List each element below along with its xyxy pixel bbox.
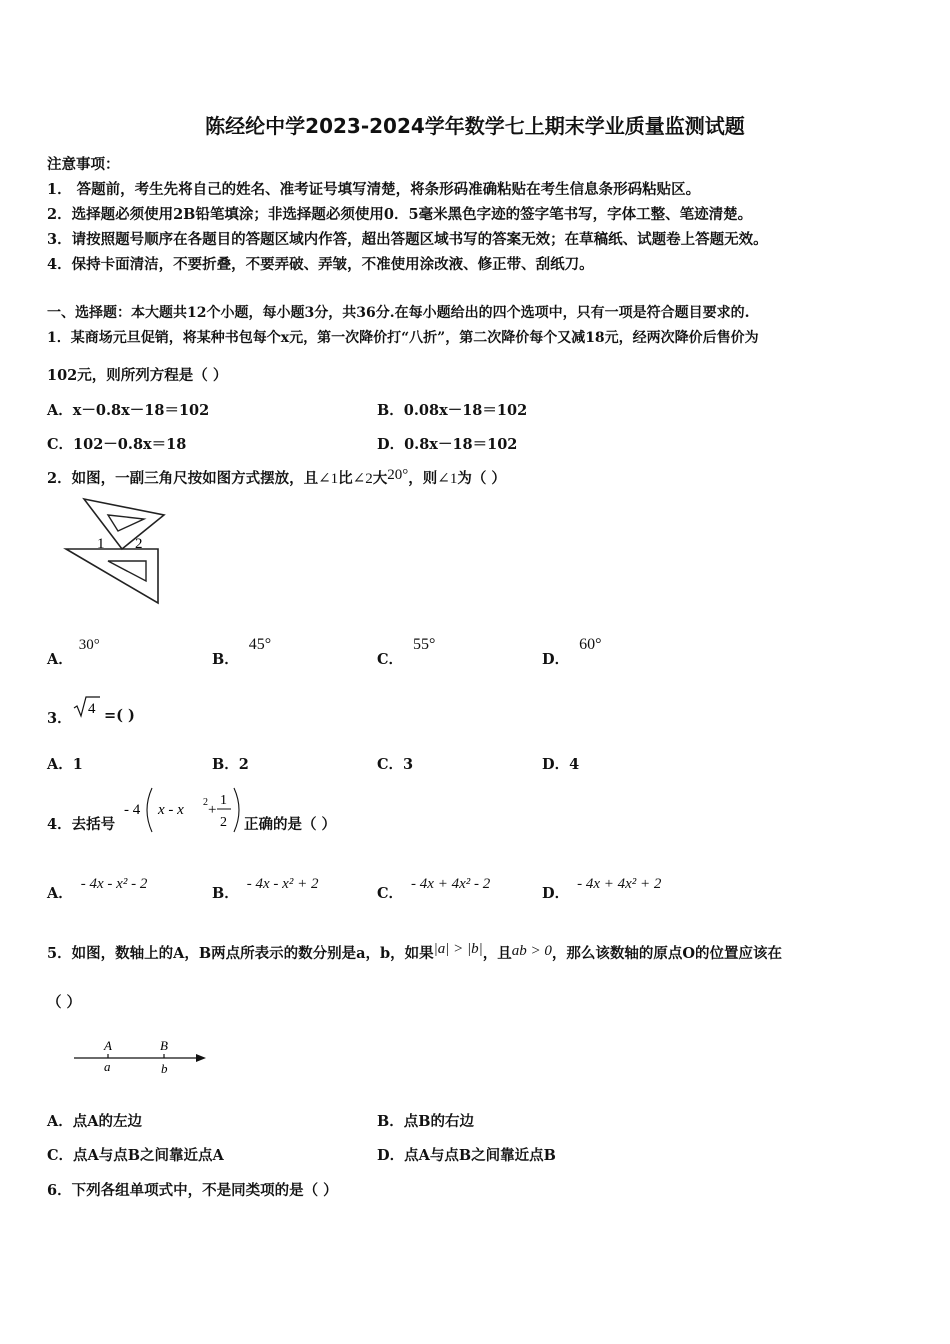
lower-triangle-inner (108, 561, 146, 581)
question-2-stem (47, 467, 506, 488)
sqrt-symbol (72, 694, 102, 720)
question-2-option-d (542, 633, 602, 668)
axis-arrow (196, 1054, 206, 1062)
notice-item-4: 4．保持卡面清洁，不要折叠，不要弄破、弄皱，不准使用涂改液、修正带、刮纸刀。 (47, 256, 594, 273)
question-1-line-1: 1．某商场元旦促销，将某种书包每个x元，第一次降价打“八折”，第二次降价每个又减18元，经两次降价后售价为 (47, 330, 759, 346)
question-5-option-d: D．点A与点B之间靠近点B (377, 1147, 556, 1164)
question-5-option-b: B．点B的右边 (377, 1113, 475, 1130)
question-2-option-b (212, 633, 272, 668)
fraction-denominator: 2 (220, 815, 227, 830)
option-letter: D． (542, 651, 570, 668)
angle-1-symbol-2: ∠1 (437, 471, 458, 487)
question-1-option-d: D．0.8x－18＝102 (377, 436, 518, 453)
angle-label-1: 1 (97, 536, 105, 552)
point-label-B: B (160, 1038, 168, 1053)
question-3-option-c: C．3 (377, 756, 414, 773)
right-paren (234, 788, 239, 832)
question-5-prefix: 5．如图，数轴上的A，B两点所表示的数分别是a，b，如果 (47, 945, 434, 962)
question-3-option-d: D．4 (542, 756, 580, 773)
question-2-suffix: 为（ ） (457, 470, 506, 487)
question-4-option-c: C．- 4x + 4x² - 2 (377, 876, 491, 902)
angle-2-symbol: ∠2 (352, 471, 373, 487)
upper-triangle-inner (108, 515, 144, 531)
question-1-line-2: 102元，则所列方程是（ ） (47, 367, 228, 384)
question-3-suffix: =( ) (104, 707, 135, 724)
option-letter: A． (47, 651, 73, 668)
question-1-option-b: B．0.08x－18＝102 (377, 402, 528, 419)
question-1-option-c: C．102－0.8x＝18 (47, 436, 187, 453)
question-5-stem (47, 941, 782, 963)
question-5-suffix: ，那么该数轴的原点O的位置应该在 (551, 945, 783, 962)
question-2-prefix: 2．如图，一副三角尺按如图方式摆放，且 (47, 470, 319, 487)
question-3-option-b: B．2 (212, 756, 249, 773)
notice-item-2: 2．选择题必须使用2B铅笔填涂；非选择题必须使用0．5毫米黑色字迹的签字笔书写，字体工整、笔迹清楚。 (47, 206, 753, 223)
question-5-option-a: A．点A的左边 (47, 1113, 143, 1130)
question-2-option-c (377, 633, 436, 668)
fraction-numerator: 1 (220, 793, 227, 808)
question-5-mid: ，且 (482, 945, 512, 962)
upper-triangle-ruler (84, 499, 164, 549)
lower-triangle-ruler (66, 549, 158, 603)
question-2-option-a (47, 633, 100, 668)
expr-coefficient: - 4 (124, 802, 141, 818)
notice-heading: 注意事项： (47, 156, 120, 173)
expr-plus: + (208, 802, 217, 818)
notice-item-3: 3．请按照题号顺序在各题目的答题区域内作答，超出答题区域书写的答案无效；在草稿纸、试题卷上答题无效。 (47, 231, 768, 248)
section-heading: 一、选择题：本大题共12个小题，每小题3分，共36分.在每小题给出的四个选项中，只有一项是符合题目要求的. (47, 305, 750, 321)
question-6-stem: 6．下列各组单项式中，不是同类项的是（ ） (47, 1182, 338, 1199)
option-value: 60° (579, 636, 602, 653)
sqrt-radicand: 4 (88, 701, 96, 717)
left-paren (147, 788, 152, 832)
question-3-option-a: A．1 (47, 756, 83, 773)
question-4-suffix: 正确的是（ ） (244, 816, 337, 833)
product-condition: ab > 0 (511, 943, 552, 959)
option-value: 55° (413, 636, 436, 653)
option-letter: B． (212, 651, 239, 668)
notice-item-1: 1． 答题前，考生先将自己的姓名、准考证号填写清楚，将条形码准确粘贴在考生信息条形码粘贴区。 (47, 181, 701, 198)
angle-label-2: 2 (135, 536, 143, 552)
triangle-rulers-figure (60, 495, 170, 610)
question-5-line-2: （ ） (47, 994, 82, 1011)
option-letter: C． (377, 651, 404, 668)
value-label-a: a (104, 1059, 111, 1074)
option-value: 30° (78, 637, 100, 653)
bracket-expression (120, 784, 244, 836)
question-2-mid1: 比 (338, 470, 353, 487)
expr-exponent: 2 (203, 797, 208, 808)
question-4-option-d: D．- 4x + 4x² + 2 (542, 876, 662, 902)
question-2-mid3: ，则 (408, 470, 438, 487)
question-2-mid2: 大 (372, 470, 388, 487)
question-5-option-c: C．点A与点B之间靠近点A (47, 1147, 224, 1164)
question-3-prefix: 3． (47, 710, 72, 727)
degree-value: 20° (387, 467, 409, 483)
question-4-option-a: A．- 4x - x² - 2 (47, 876, 148, 902)
page-title: 陈经纶中学2023-2024学年数学七上期末学业质量监测试题 (205, 114, 745, 138)
number-line-figure (70, 1036, 210, 1076)
point-label-A: A (104, 1038, 112, 1053)
angle-1-symbol: ∠1 (318, 471, 339, 487)
expr-body: x - x (158, 802, 184, 818)
question-4-prefix: 4．去括号 (47, 816, 116, 833)
abs-condition: |a| > |b| (433, 941, 483, 957)
question-4-option-b: B．- 4x - x² + 2 (212, 876, 319, 902)
value-label-b: b (161, 1061, 168, 1076)
question-1-option-a: A．x－0.8x－18＝102 (47, 402, 210, 419)
option-value: 45° (248, 636, 272, 653)
